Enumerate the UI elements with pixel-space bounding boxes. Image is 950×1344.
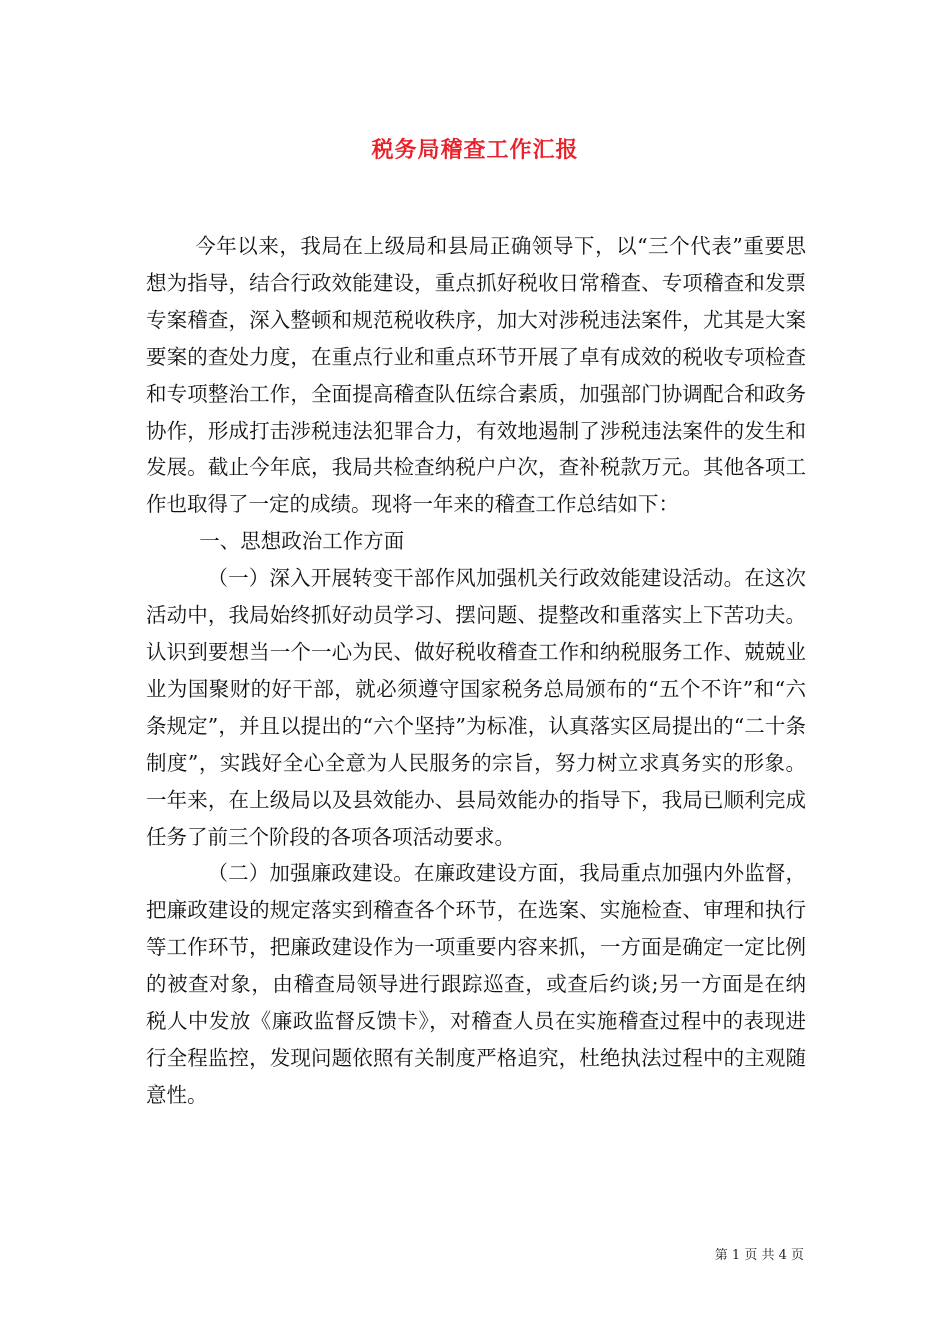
document-title: 税务局稽查工作汇报 — [371, 137, 579, 163]
subsection-paragraph-2: （二）加强廉政建设。在廉政建设方面，我局重点加强内外监督，把廉政建设的规定落实到稽查各个环节，在选案、实施检查、审理和执行等工作环节，把廉政建设作为一项重要内容来抓，一方面是确定一定比例的被查对象，由稽查局领导进行跟踪巡查，或查后约谈;另一方面是在纳税人中发放《廉政监督反馈卡》，对稽查人员在实施稽查过程中的表现进行全程监控，发现问题依照有关制度严格追究，杜绝执法过程中的主观随意性。 — [146, 861, 806, 1107]
subsection-paragraph-1: （一）深入开展转变干部作风加强机关行政效能建设活动。在这次活动中，我局始终抓好动员学习、摆问题、提整改和重落实上下苦功夫。认识到要想当一个一心为民、做好税收稽查工作和纳税服务工作、兢兢业业为国聚财的好干部，就必须遵守国家税务总局颁布的“五个不许”和“六条规定”，并且以提出的“六个坚持”为标准，认真落实区局提出的“二十条制度”，实践好全心全意为人民服务的宗旨，努力树立求真务实的形象。一年来，在上级局以及县效能办、县局效能办的指导下，我局已顺利完成任务了前三个阶段的各项各项活动要求。 — [146, 566, 806, 849]
intro-paragraph: 今年以来，我局在上级局和县局正确领导下，以“三个代表”重要思想为指导，结合行政效能建设，重点抓好税收日常稽查、专项稽查和发票专案稽查，深入整顿和规范税收秩序，加大对涉税违法案件，尤其是大案要案的查处力度，在重点行业和重点环节开展了卓有成效的税收专项检查和专项整治工作，全面提高稽查队伍综合素质，加强部门协调配合和政务协作，形成打击涉税违法犯罪合力，有效地遏制了涉税违法案件的发生和发展。截止今年底，我局共检查纳税户户次，查补税款万元。其他各项工作也取得了一定的成绩。现将一年来的稽查工作总结如下： — [146, 234, 806, 517]
section-heading: 一、思想政治工作方面 — [199, 529, 405, 554]
document-body — [146, 228, 806, 1114]
page-number-footer: 第 1 页 共 4 页 — [714, 1248, 804, 1263]
